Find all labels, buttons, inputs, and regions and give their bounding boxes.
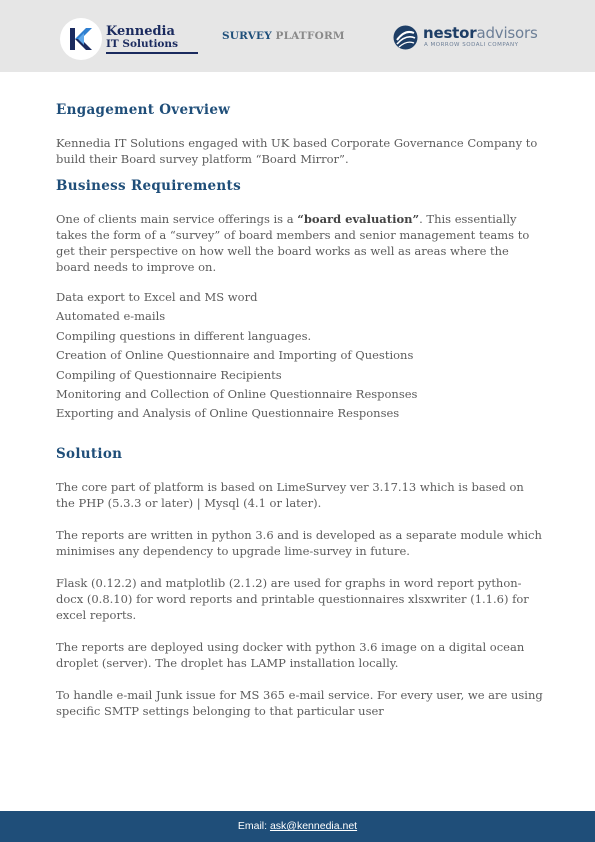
requirements-list: [56, 288, 546, 424]
solution-paragraph: To handle e-mail Junk issue for MS 365 e-mail service. For every user, we are using specific SMTP settings belonging to that particular user: [56, 687, 543, 718]
list-item: Creation of Online Questionnaire and Importing of Questions: [56, 348, 414, 363]
footer-email-link[interactable]: ask@kennedia.net: [269, 820, 358, 832]
list-item: Compiling questions in different languages.: [56, 328, 312, 343]
engagement-overview-heading: Engagement Overview: [56, 102, 231, 118]
engagement-overview-text: Kennedia IT Solutions engaged with UK based Corporate Governance Company to build their Board survey platform “Board Mirror”.: [56, 136, 538, 166]
nestor-name-light: advisors: [476, 24, 538, 42]
requirements-intro-end: . This essentially takes the form of a “survey” of board members and senior management teams to get their perspective on how well the board works as well as areas where the board needs to improve on.: [56, 212, 530, 274]
solution-paragraph: Flask (0.12.2) and matplotlib (2.1.2) are used for graphs in word report python-docx (0.8.10) for word reports and printable questionnaires xlsxwriter (1.1.6) for excel reports.: [56, 575, 529, 622]
business-requirements-heading: Business Requirements: [56, 178, 241, 194]
page-footer: [0, 811, 595, 842]
list-item: Data export to Excel and MS word: [56, 290, 258, 304]
nestor-tagline: A MORROW SODALI COMPANY: [424, 42, 519, 48]
nestor-advisors-name: [423, 25, 538, 41]
solution-heading: Solution: [56, 445, 123, 462]
nestor-advisors-logo: [392, 24, 542, 52]
survey-platform-label: [222, 30, 345, 42]
survey-word: SURVEY: [222, 30, 272, 42]
solution-paragraph: The core part of platform is based on LimeSurvey ver 3.17.13 which is based on the PHP (5.3.3 or later) | Mysql (4.1 or later).: [56, 479, 524, 510]
kennedia-logo-name: Kennedia: [106, 24, 175, 39]
requirements-intro-bold: “board evaluation”: [297, 212, 420, 226]
kennedia-logo-underline: [106, 52, 198, 54]
document-body: [56, 100, 546, 719]
solution-paragraph: The reports are deployed using docker with python 3.6 image on a digital ocean droplet (server). The droplet has LAMP installation locally.: [56, 639, 525, 670]
nestor-swirl-logo-icon: [392, 24, 419, 51]
footer-contact: [238, 820, 357, 832]
kennedia-k-logo-icon: [64, 22, 98, 56]
platform-word: PLATFORM: [275, 30, 345, 42]
solution-paragraph: The reports are written in python 3.6 and is developed as a separate module which minimises any dependency to upgrade lime-survey in future.: [56, 527, 542, 558]
kennedia-logo-subtitle: IT Solutions: [106, 38, 178, 50]
page-header: [0, 0, 595, 72]
list-item: Automated e-mails: [56, 309, 166, 324]
footer-email-label: Email:: [237, 820, 270, 832]
list-item: Monitoring and Collection of Online Questionnaire Responses: [56, 387, 418, 402]
kennedia-logo: [60, 18, 200, 60]
requirements-intro-start: One of clients main service offerings is a: [56, 212, 298, 226]
nestor-name-bold: nestor: [423, 24, 477, 42]
list-item: Exporting and Analysis of Online Questionnaire Responses: [56, 406, 400, 421]
business-requirements-intro: [56, 211, 546, 275]
list-item: Compiling of Questionnaire Recipients: [56, 367, 282, 382]
